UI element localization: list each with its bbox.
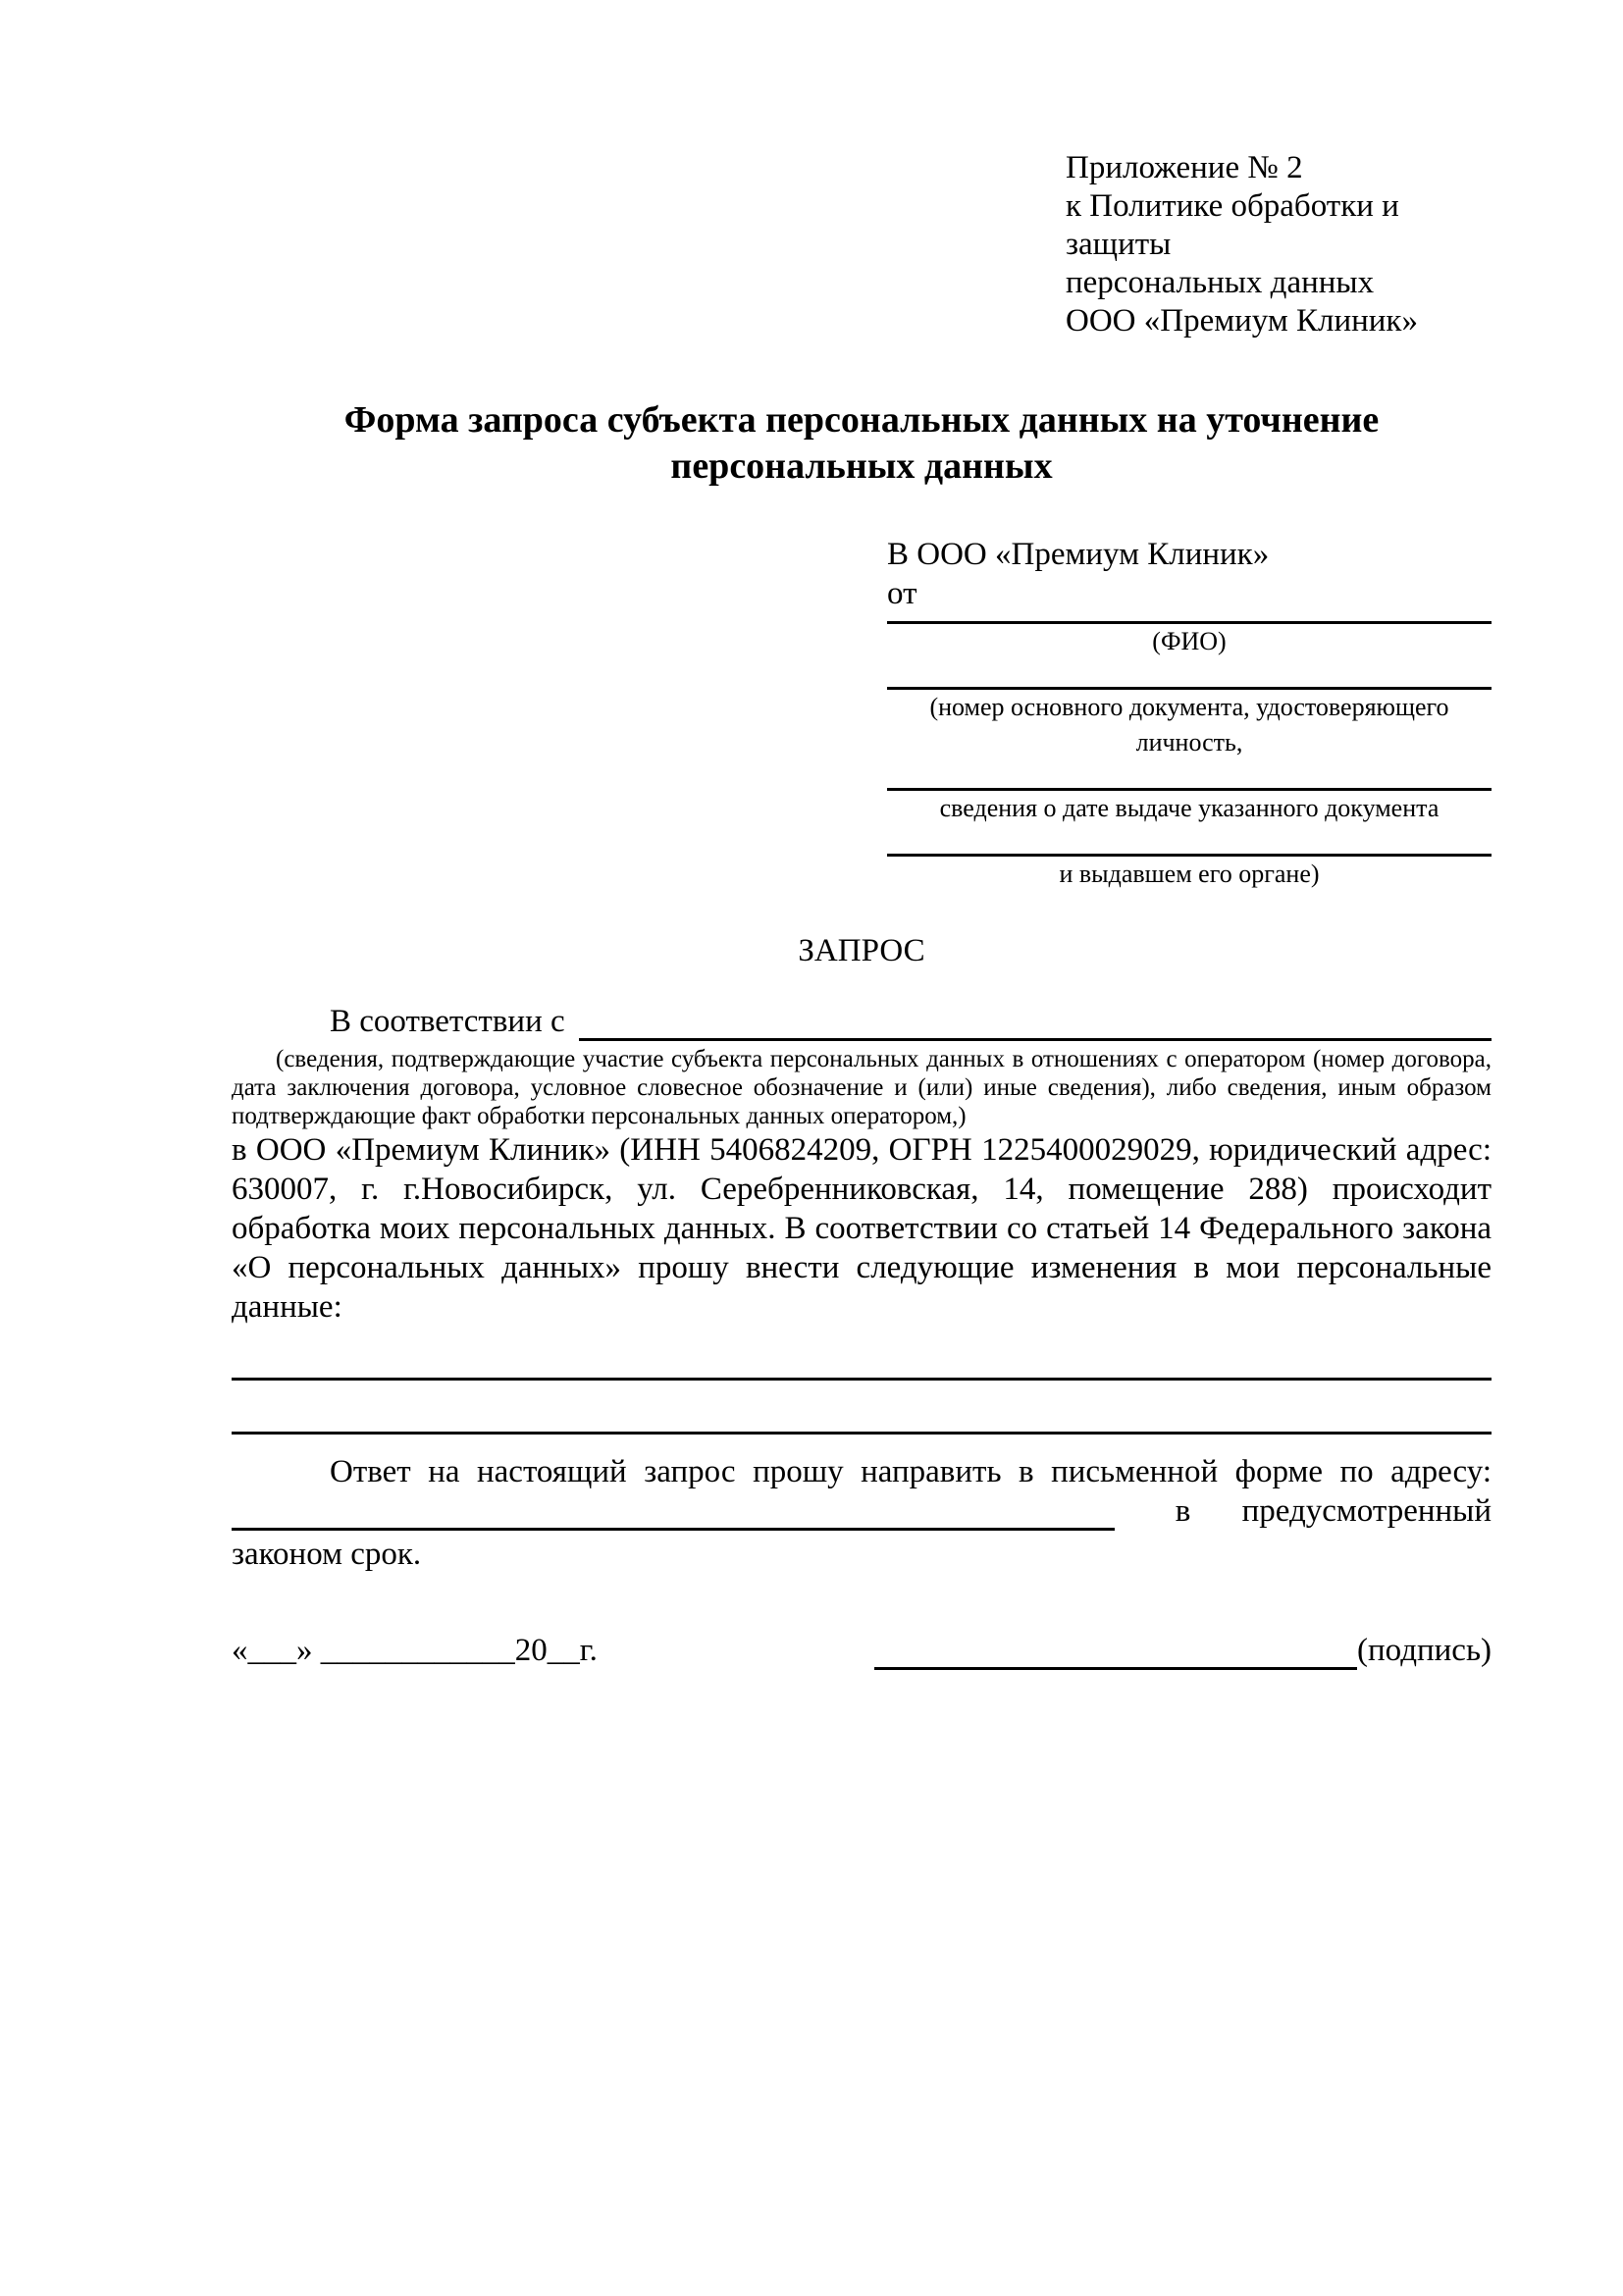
signature-fill-line [874,1634,1357,1670]
appendix-line-1: Приложение № 2 [1066,150,1303,185]
signature-block [874,1631,1492,1670]
issue-date-fill-line [887,780,1492,791]
footer-row [232,1631,1492,1670]
answer-tail: законом срок. [232,1537,422,1572]
issue-date-field [887,780,1492,826]
answer-suffix: в предусмотренный [1175,1493,1492,1529]
issuing-authority-fill-line [887,846,1492,857]
intro-fill-line [579,1005,1492,1041]
request-body-paragraph: в ООО «Премиум Клиник» (ИНН 5406824209, ОГРН 1225400029029, юридический адрес: 630007, г. г.Новосибирск, ул. Серебренниковская, 14, помещение 288) происходит обработка моих персональных данных. В соответствии со статьей 14 Федерального закона «О персональных данных» прошу внести следующие изменения в мои персональные данные: [232,1132,1492,1325]
issue-date-caption: сведения о дате выдаче указанного документа [939,794,1440,822]
answer-address-row [232,1491,1492,1531]
request-heading: ЗАПРОС [798,933,925,968]
intro-prefix: В соответствии с [330,1004,565,1039]
signature-caption: (подпись) [1357,1633,1492,1668]
fio-fill-line [887,613,1492,624]
issuing-authority-caption: и выдавшем его органе) [1059,860,1320,888]
document-title: Форма запроса субъекта персональных данных на уточнение персональных данных [343,399,1380,487]
addressee-from-label: от [887,576,917,611]
fio-caption: (ФИО) [1152,627,1227,655]
changes-fill-line-1 [232,1327,1492,1381]
addressee-block [887,535,1492,892]
identity-document-fill-line [887,679,1492,690]
appendix-line-3: персональных данных [1066,265,1375,300]
date-line: «___» ____________20__г. [232,1633,598,1668]
changes-fill-line-2 [232,1381,1492,1435]
issuing-authority-field [887,846,1492,892]
appendix-block [1066,149,1492,340]
answer-intro: Ответ на настоящий запрос прошу направить в письменной форме по адресу: [330,1454,1492,1489]
address-fill-line [232,1494,1115,1531]
identity-document-field [887,679,1492,760]
appendix-line-4: ООО «Премиум Клиник» [1066,303,1418,339]
fio-field [887,613,1492,659]
appendix-line-2: к Политике обработки и защиты [1066,188,1399,262]
intro-row [232,1002,1492,1041]
intro-caption: (сведения, подтверждающие участие субъекта персональных данных в отношениях с оператором (номер договора, дата заключения договора, условное словесное обозначение и (или) иные сведения), либо сведения, иным образом подтверждающие факт обработки персональных данных оператором,) [232,1046,1492,1129]
identity-document-caption: (номер основного документа, удостоверяющего личность, [929,693,1449,757]
addressee-to: В ООО «Премиум Клиник» [887,537,1270,572]
